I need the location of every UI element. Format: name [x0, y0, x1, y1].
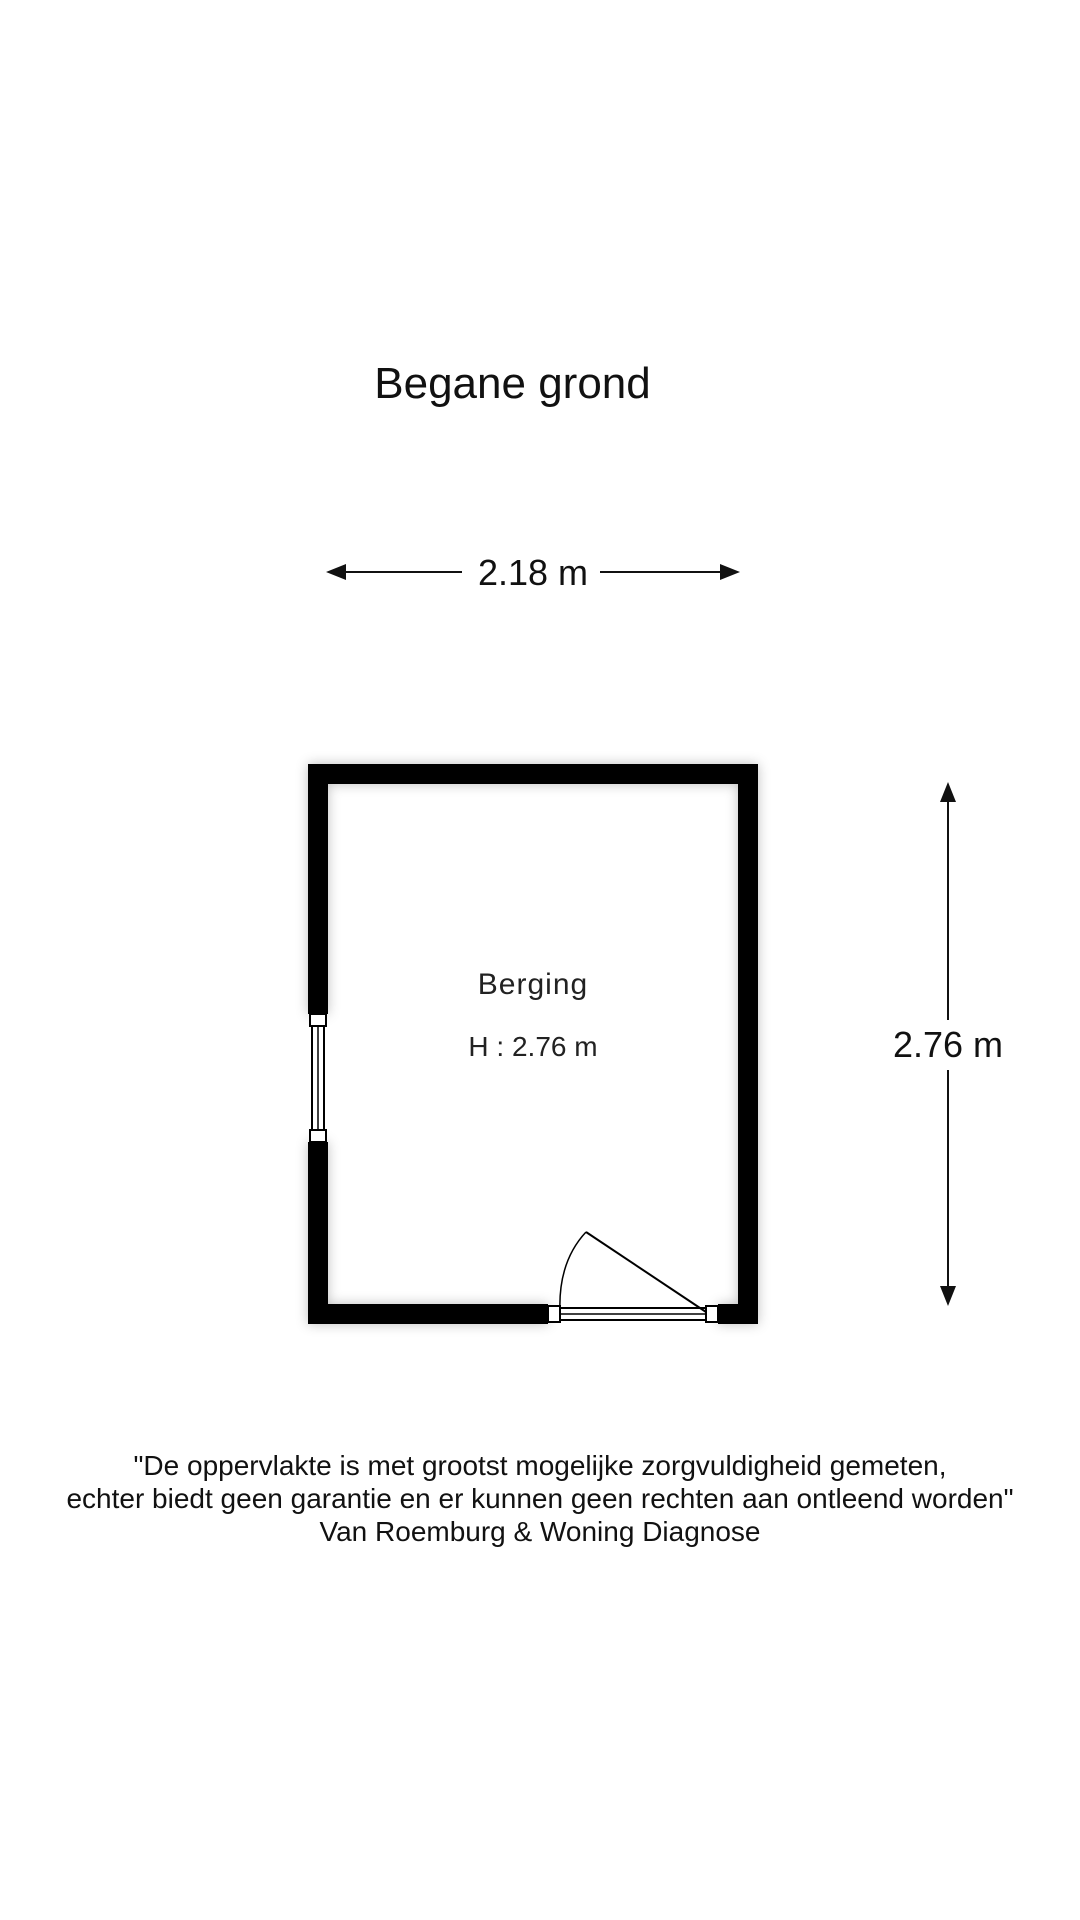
room-name: Berging	[477, 968, 589, 1001]
disclaimer-line: echter biedt geen garantie en er kunnen geen rechten aan ontleend worden"	[66, 1483, 1014, 1514]
disclaimer	[0, 1449, 1080, 1548]
arrow-down-icon	[940, 1286, 956, 1306]
depth-dimension-label: 2.76 m	[892, 1024, 1004, 1065]
window-left	[310, 1014, 326, 1142]
wall-top	[308, 764, 758, 784]
room-height: H : 2.76 m	[468, 1031, 598, 1062]
wall-bottom-left	[308, 1304, 548, 1324]
arrow-left-icon	[326, 564, 346, 580]
wall-bottom-right	[718, 1304, 758, 1324]
wall-right	[738, 764, 758, 1324]
door-leaf	[586, 1232, 706, 1312]
door-jamb-left	[548, 1306, 560, 1322]
width-dimension	[326, 552, 740, 593]
company-name: Van Roemburg & Woning Diagnose	[319, 1516, 761, 1547]
window-jamb-top	[310, 1014, 326, 1026]
arrow-up-icon	[940, 782, 956, 802]
width-dimension-label: 2.18 m	[477, 552, 589, 593]
door-jamb-right	[706, 1306, 718, 1322]
arrow-right-icon	[720, 564, 740, 580]
wall-left-lower	[308, 1142, 328, 1324]
floor-title: Begane grond	[374, 359, 651, 408]
disclaimer-line: "De oppervlakte is met grootst mogelijke zorgvuldigheid gemeten,	[133, 1450, 947, 1481]
window-jamb-bottom	[310, 1130, 326, 1142]
depth-dimension	[893, 782, 1003, 1306]
wall-left-upper	[308, 764, 328, 1014]
door-swing-arc	[560, 1232, 586, 1312]
door	[548, 1232, 718, 1322]
